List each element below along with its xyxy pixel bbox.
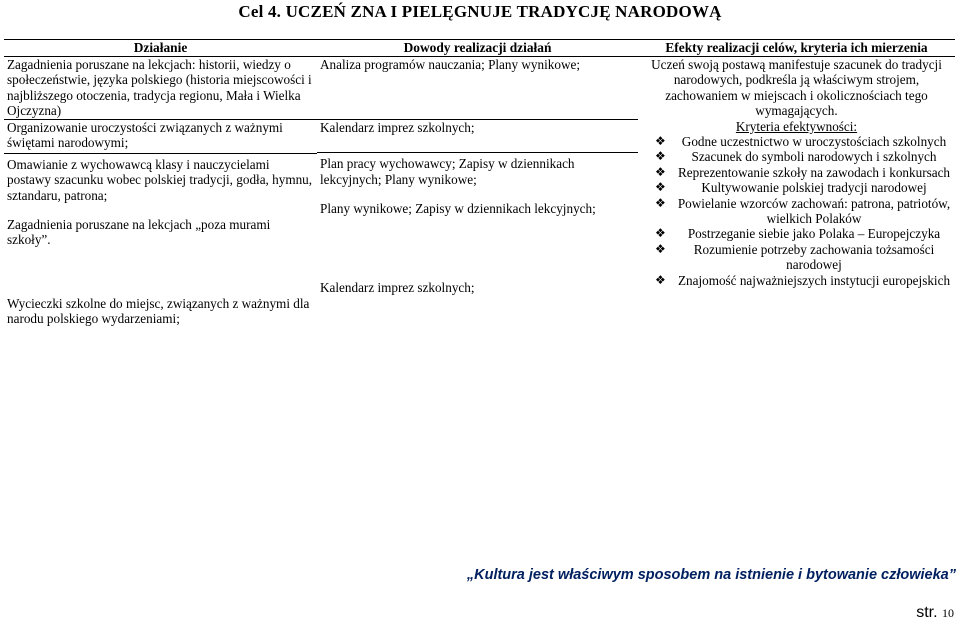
footer-quote: „Kultura jest właściwym sposobem na istnienie i bytowanie człowieka” xyxy=(466,567,956,583)
table-header-row xyxy=(4,40,955,57)
action-text: Wycieczki szkolne do miejsc, związanych z ważnymi dla narodu polskiego wydarzeniami; xyxy=(7,295,310,327)
divider xyxy=(317,152,638,153)
criteria-item: ❖ Powielanie wzorców zachowań: patrona, patriotów, wielkich Polaków xyxy=(655,195,951,227)
criteria-list xyxy=(641,134,952,288)
criteria-heading: Kryteria efektywności: xyxy=(735,118,858,134)
spacer xyxy=(320,217,635,280)
effects-intro: Uczeń swoją postawą manifestuje szacunek do tradycji narodowych, podkreśla ją właściwym strojem, zachowaniem w miejscach i okolicznościach tego wymagających. xyxy=(651,57,942,119)
action-cell: Zagadnienia poruszane na lekcjach: historii, wiedzy o społeczeństwie, języka polskiego (historia miejscowości i najbliższego otoczenia, tradycja regionu, Mała i Wielka Ojczyzna) xyxy=(4,57,317,120)
header-dowody: Dowody realizacji działań xyxy=(317,40,638,57)
action-text: Omawianie z wychowawcą klasy i nauczycielami postawy szacunku wobec polskiej tradycji, godła, hymnu, sztandaru, patrona; xyxy=(7,156,313,203)
header-efekty: Efekty realizacji celów, kryteria ich mierzenia xyxy=(638,40,955,57)
header-dzialanie: Działanie xyxy=(4,40,317,57)
table-row xyxy=(4,57,955,120)
evidence-cell: Analiza programów nauczania; Plany wynikowe; xyxy=(317,57,638,120)
criteria-item: ❖ Znajomość najważniejszych instytucji europejskich xyxy=(655,272,951,288)
evidence-text: Plan pracy wychowawcy; Zapisy w dziennikach lekcyjnych; Plany wynikowe; xyxy=(320,156,575,187)
diamond-bullet-icon: ❖ xyxy=(655,149,666,164)
spacer xyxy=(7,248,314,296)
spacer xyxy=(320,187,635,201)
evidence-cell xyxy=(317,120,638,327)
action-text: Zagadnienia poruszane na lekcjach „poza murami szkoły”. xyxy=(7,217,271,248)
criteria-item: ❖ Godne uczestnictwo w uroczystościach szkolnych xyxy=(655,134,947,150)
evidence-text: Kalendarz imprez szkolnych; xyxy=(320,279,475,295)
diamond-bullet-icon: ❖ xyxy=(655,134,666,149)
criteria-item: ❖ Reprezentowanie szkoły na zawodach i konkursach xyxy=(655,164,951,180)
diamond-bullet-icon: ❖ xyxy=(655,241,666,256)
action-cell xyxy=(4,120,317,327)
diamond-bullet-icon: ❖ xyxy=(655,164,666,179)
criteria-item: ❖ Postrzeganie siebie jako Polaka – Europejczyka xyxy=(655,226,941,242)
page-number: str. 10 xyxy=(916,604,954,621)
criteria-item: ❖ Szacunek do symboli narodowych i szkolnych xyxy=(655,149,937,165)
criteria-item: ❖ Kultywowanie polskiej tradycji narodowej xyxy=(655,180,927,196)
diamond-bullet-icon: ❖ xyxy=(655,272,666,287)
diamond-bullet-icon: ❖ xyxy=(655,180,666,195)
page-title: Cel 4. UCZEŃ ZNA I PIELĘGNUJE TRADYCJĘ NARODOWĄ xyxy=(238,2,722,21)
diamond-bullet-icon: ❖ xyxy=(655,195,666,210)
evidence-text: Kalendarz imprez szkolnych; xyxy=(320,120,475,135)
evidence-text: Plany wynikowe; Zapisy w dziennikach lekcyjnych; xyxy=(320,201,596,217)
divider xyxy=(4,153,317,154)
goals-table xyxy=(4,39,955,327)
effects-cell xyxy=(638,57,955,327)
spacer xyxy=(7,203,314,217)
criteria-item: ❖ Rozumienie potrzeby zachowania tożsamości narodowej xyxy=(655,241,935,273)
diamond-bullet-icon: ❖ xyxy=(655,226,666,241)
action-text: Organizowanie uroczystości związanych z ważnymi świętami narodowymi; xyxy=(7,120,283,151)
